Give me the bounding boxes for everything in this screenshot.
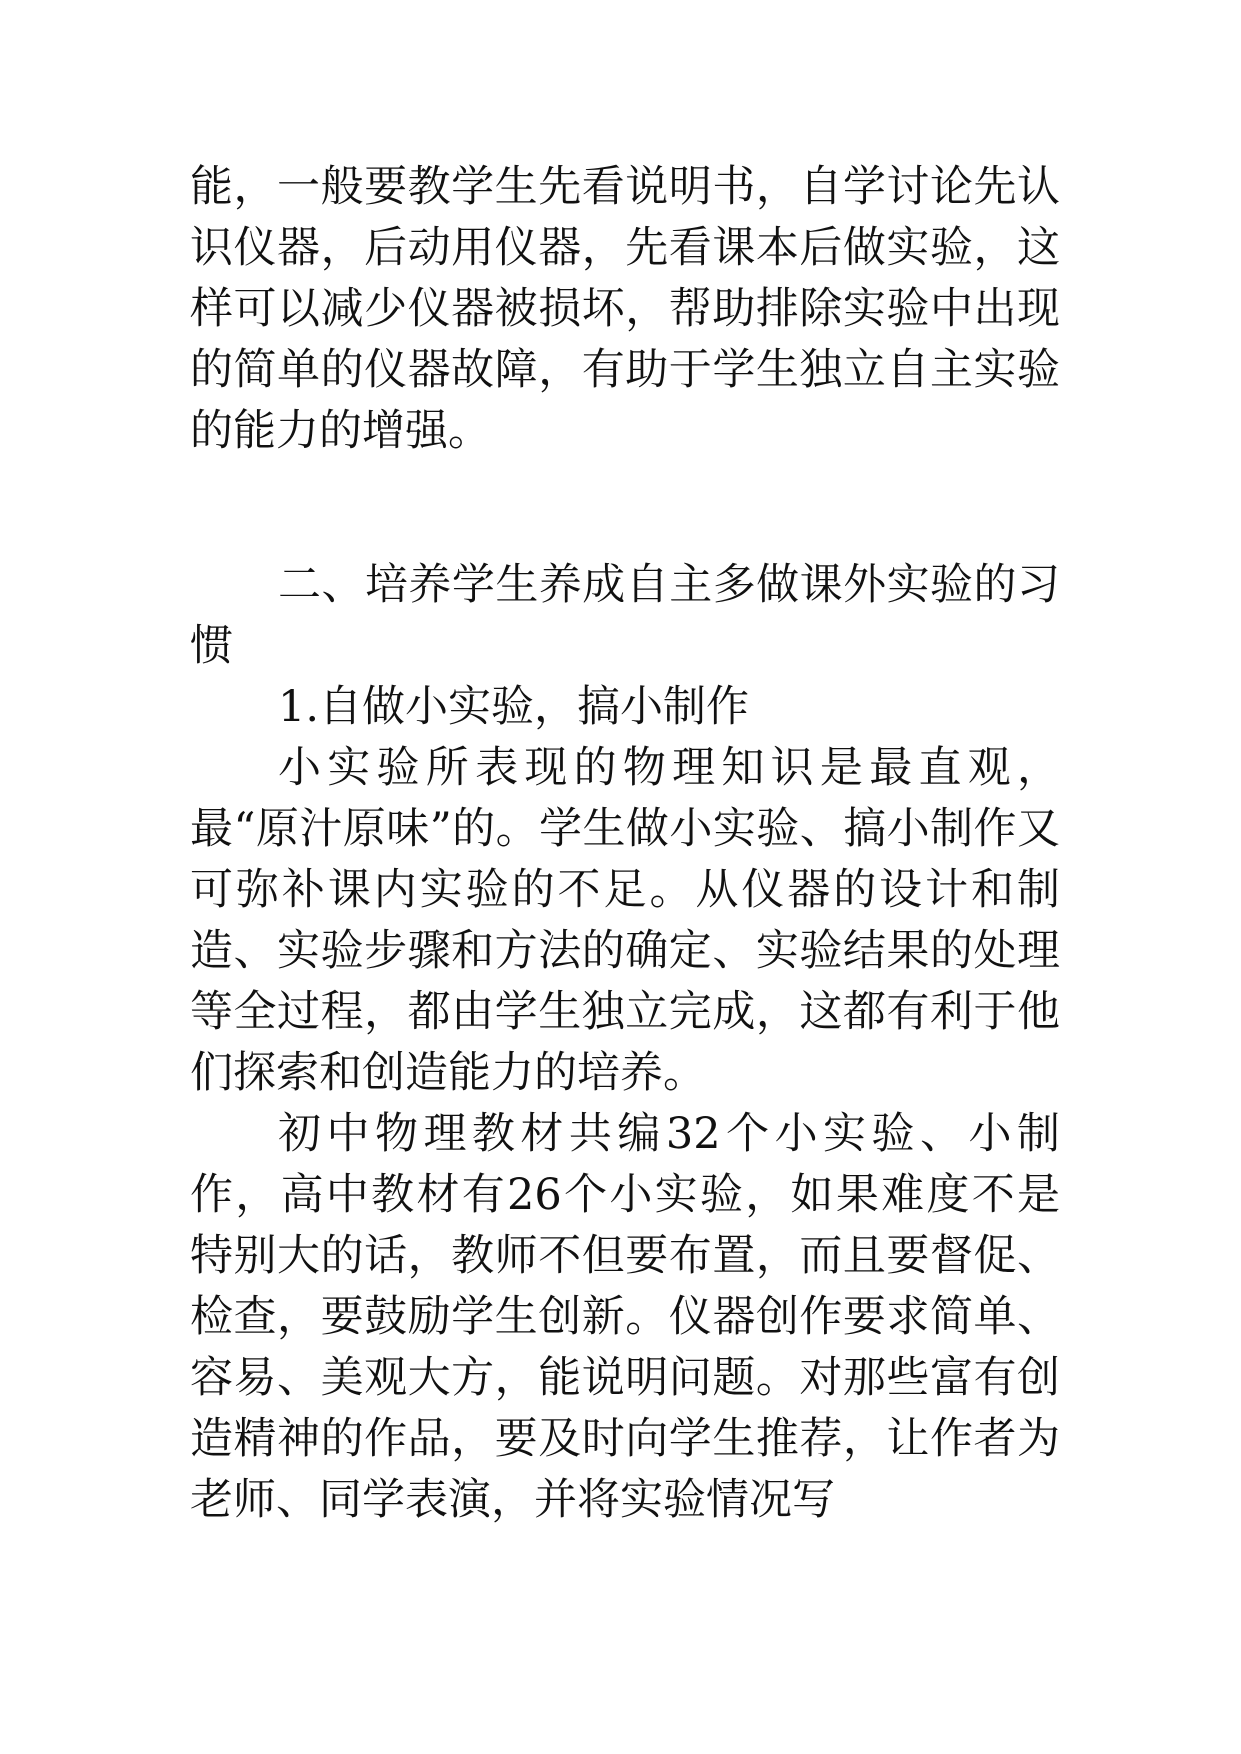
paragraph-spacer: [190, 462, 1060, 555]
document-body: [190, 157, 1060, 1531]
section-heading: 二、培养学生养成自主多做课外实验的习惯: [190, 560, 1060, 671]
body-paragraph: 初中物理教材共编32个小实验、小制作，高中教材有26个小实验，如果难度不是特别大的话，教师不但要布置，而且要督促、检查，要鼓励学生创新。仪器创作要求简单、容易、美观大方，能说明问题。对那些富有创造精神的作品，要及时向学生推荐，让作者为老师、同学表演，并将实验情况写: [190, 1109, 1060, 1525]
body-paragraph: 小实验所表现的物理知识是最直观，最“原汁原味”的。学生做小实验、搞小制作又可弥补课内实验的不足。从仪器的设计和制造、实验步骤和方法的确定、实验结果的处理等全过程，都由学生独立完成，这都有利于他们探索和创造能力的培养。: [190, 743, 1060, 1098]
paragraph-continuation: 能，一般要教学生先看说明书，自学讨论先认识仪器，后动用仪器，先看课本后做实验，这样可以减少仪器被损坏，帮助排除实验中出现的简单的仪器故障，有助于学生独立自主实验的能力的增强。: [190, 162, 1060, 456]
subsection-heading: 1.自做小实验，搞小制作: [278, 682, 750, 732]
